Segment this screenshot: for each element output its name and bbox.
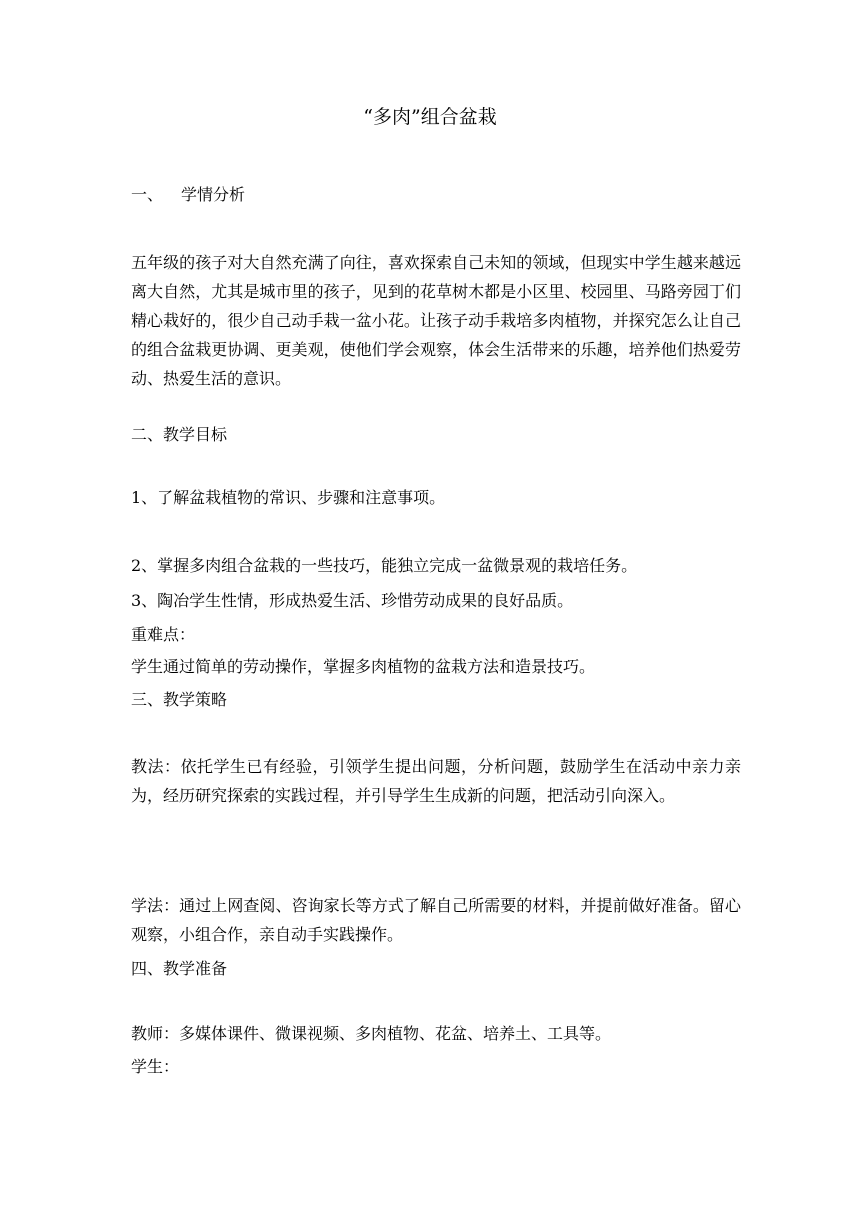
section-heading-2: 二、教学目标 [131,425,228,444]
section-heading-1 [131,184,741,206]
section-heading-3: 三、教学策略 [131,690,228,709]
section-number: 一、 [131,185,164,204]
goal-item-3: 3、陶冶学生性情，形成热爱生活、珍惜劳动成果的良好品质。 [131,591,574,610]
key-points-label: 重难点： [131,625,196,644]
section-heading-text: 学情分析 [181,185,246,204]
learning-method-paragraph: 学法：通过上网查阅、咨询家长等方式了解自己所需要的材料，并提前做好准备。留心观察，小组合作，亲自动手实践操作。 [131,896,741,944]
goal-item-2: 2、掌握多肉组合盆栽的一些技巧，能独立完成一盆微景观的栽培任务。 [131,556,638,575]
student-preparation: 学生： [131,1057,180,1076]
teacher-preparation: 教师：多媒体课件、微课视频、多肉植物、花盆、培养土、工具等。 [131,1024,612,1043]
section-heading-4: 四、教学准备 [131,959,228,978]
key-points-text: 学生通过简单的劳动操作，掌握多肉植物的盆栽方法和造景技巧。 [131,657,596,676]
teaching-method-paragraph: 教法：依托学生已有经验，引领学生提出问题，分析问题，鼓励学生在活动中亲力亲为，经历研究探索的实践过程，并引导学生生成新的问题，把活动引向深入。 [131,757,741,805]
learner-analysis-paragraph: 五年级的孩子对大自然充满了向往，喜欢探索自己未知的领域，但现实中学生越来越远离大自然，尤其是城市里的孩子，见到的花草树木都是小区里、校园里、马路旁园丁们精心栽好的，很少自己动手栽一盆小花。让孩子动手栽培多肉植物，并探究怎么让自己的组合盆栽更协调、更美观，使他们学会观察，体会生活带来的乐趣，培养他们热爱劳动、热爱生活的意识。 [131,253,741,388]
document-title: “多肉”组合盆栽 [363,106,497,128]
goal-item-1: 1、了解盆栽植物的常识、步骤和注意事项。 [131,488,446,507]
